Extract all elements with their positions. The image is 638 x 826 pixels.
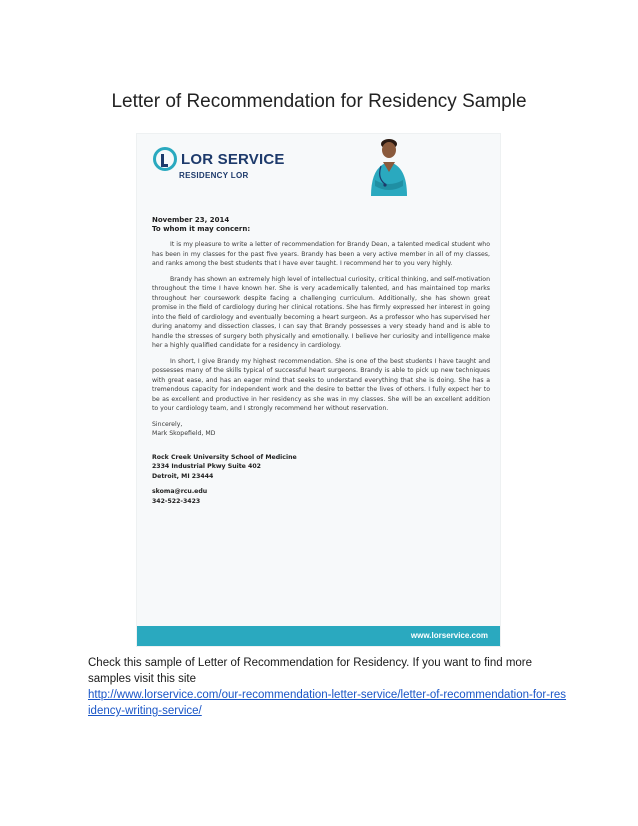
letter-contact: [152, 487, 490, 506]
lor-logo-icon: [153, 147, 177, 171]
lor-logo-text: LOR SERVICE: [181, 150, 285, 168]
letter-address: [152, 453, 490, 482]
lor-logo: [153, 146, 285, 172]
caption-link[interactable]: http://www.lorservice.com/our-recommendation-letter-service/letter-of-recommendation-for-residency-writing-service/: [88, 689, 567, 717]
letter-paragraph: It is my pleasure to write a letter of recommendation for Brandy Dean, a talented medical student who has been in my classes for the past five years. Brandy has been a very active member in all of my classes, and ranks among the best students that I have ever taught. I recommend her to you very highly.: [152, 241, 490, 267]
letter-salutation: To whom it may concern:: [152, 225, 251, 233]
lor-logo-subtitle: RESIDENCY LOR: [179, 171, 249, 180]
nurse-illustration-icon: [363, 136, 415, 196]
address-line: Detroit, MI 23444: [152, 472, 214, 480]
letter-image: [137, 134, 500, 646]
page-title: Letter of Recommendation for Residency Sample: [111, 91, 527, 112]
contact-email: skoma@rcu.edu: [152, 488, 208, 495]
letter-date: November 23, 2014: [152, 216, 230, 224]
letter-body: [152, 216, 490, 506]
letter-signer: Mark Skopefield, MD: [152, 430, 216, 437]
address-line: Rock Creek University School of Medicine: [152, 453, 297, 461]
address-line: 2334 Industrial Pkwy Suite 402: [152, 463, 261, 470]
caption-text: Check this sample of Letter of Recommendation for Residency. If you want to find more samples visit this site: [88, 657, 533, 685]
letter-paragraph: In short, I give Brandy my highest recommendation. She is one of the best students I have taught and possesses many of the skills typical of successful heart surgeons. Brandy is able to pick up new techniques with great ease, and has an eager mind that seeks to understand everything that she is doing. She has a tremendous capacity for independent work and the desire to better the lives of others. I fully expect her to be as excellent and productive in her residency as she was in my classes. She will be an excellent addition to your cardiology team, and I strongly recommend her without reservation.: [152, 357, 490, 412]
letter-closing: Sincerely,: [152, 420, 183, 428]
letter-footer-bar: www.lorservice.com: [137, 626, 500, 646]
caption: [88, 655, 568, 719]
letter-paragraph: Brandy has shown an extremely high level of intellectual curiosity, critical thinking, and self-motivation throughout the time I have known her. She is very academically talented, and has maintained top marks throughout her coursework despite facing a challenging curriculum. Additionally, she has shown great promise in the field of cardiology during her clinical rotations. She has firmly expressed her interest in going into the field of cardiology and eventually becoming a heart surgeon. As a professor who has supervised her during anatomy and dissection classes, I can say that Brandy possesses a very steady hand and is able to handle the stresses of surgery both physically and emotionally. I believe her curiosity and intelligence make her a highly qualified candidate for a residency in cardiology.: [152, 275, 490, 349]
contact-phone: 342-522-3423: [152, 497, 201, 505]
